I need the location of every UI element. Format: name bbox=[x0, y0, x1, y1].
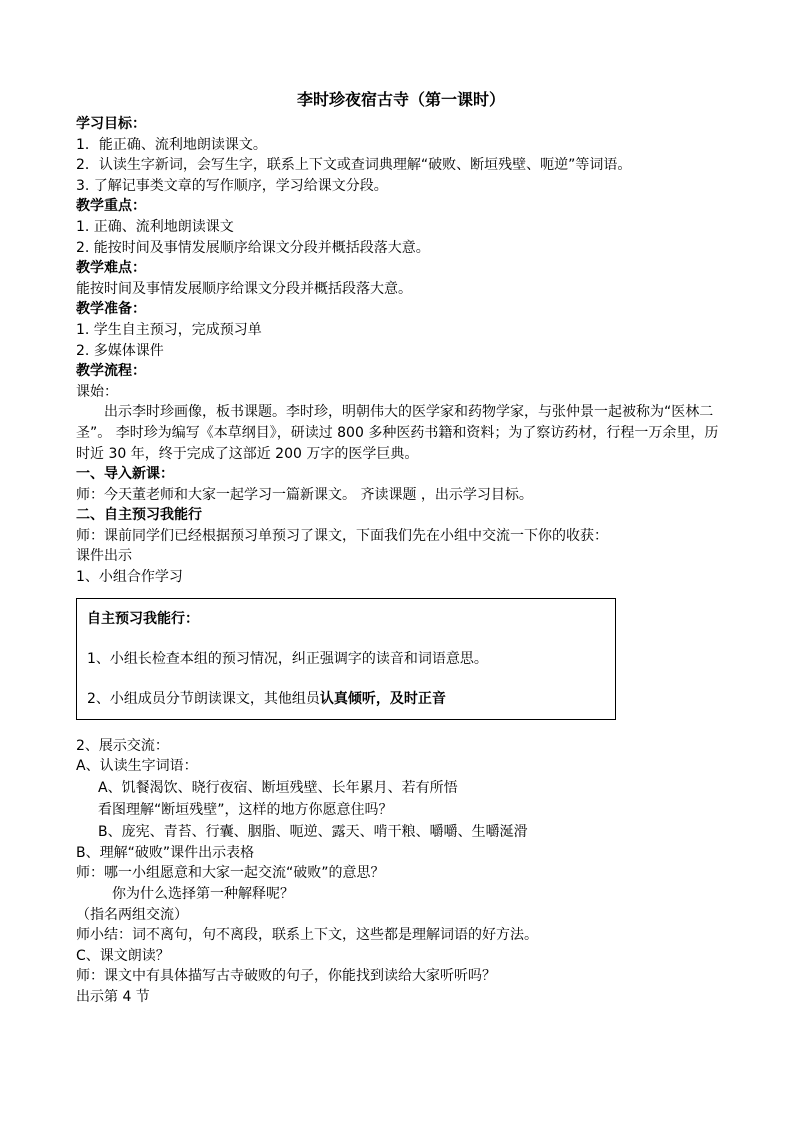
summary-text: 师小结：词不离句，句不离段，联系上下文，这些都是理解词语的好方法。 bbox=[76, 927, 538, 944]
show-section-4: 出示第 4 节 bbox=[76, 989, 150, 1005]
box-item-2-text: 2、小组成员分节朗读课文，其他组员 bbox=[87, 690, 320, 707]
a-label: A、认读生字词语： bbox=[76, 758, 198, 775]
focus-heading: 教学重点： bbox=[76, 198, 146, 215]
a-words: A、饥餐渴饮、晓行夜宿、断垣残壁、长年累月、若有所悟 bbox=[98, 779, 458, 796]
self-study-box bbox=[76, 598, 616, 720]
teacher-question-2: 你为什么选择第一种解释呢？ bbox=[112, 886, 294, 903]
difficulty-heading: 教学难点： bbox=[76, 260, 146, 277]
box-item-2 bbox=[87, 689, 603, 709]
start-paragraph: 出示李时珍画像，板书课题。李时珍，明朝伟大的医学家和药物学家，与张仲景一起被称为“医林二圣”。 李时珍为编写《本草纲目》，研读过 800 多种医药书籍和资料；为了察访药材，行程一万余里，历时近 30 年，终于完成了这部近 200 万字的医学巨典。 bbox=[76, 404, 719, 462]
box-item-1: 1、小组长检查本组的预习情况，纠正强调字的读音和词语意思。 bbox=[87, 650, 488, 667]
teacher-question-3: 师：课文中有具体描写古寺破败的句子，你能找到读给大家听听吗？ bbox=[76, 968, 496, 985]
c-label: C、课文朗读？ bbox=[76, 947, 170, 964]
goal-item: 1．能正确、流利地朗读课文。 bbox=[76, 136, 267, 153]
prep-heading: 教学准备： bbox=[76, 301, 146, 318]
exchange-label: 2、展示交流： bbox=[76, 737, 169, 754]
a-question: 看图理解“断垣残壁”，这样的地方你愿意住吗？ bbox=[98, 801, 393, 818]
document-page bbox=[76, 86, 726, 1008]
process-heading: 教学流程： bbox=[76, 363, 146, 380]
part1-heading: 一、导入新课： bbox=[76, 466, 174, 483]
document-title: 李时珍夜宿古寺（第一课时） bbox=[296, 90, 505, 109]
part2-text: 师：课前同学们已经根据预习单预习了课文，下面我们先在小组中交流一下你的收获： bbox=[76, 527, 608, 544]
start-label: 课始： bbox=[76, 383, 118, 400]
focus-item: 2. 能按时间及事情发展顺序给课文分段并概括段落大意。 bbox=[76, 239, 430, 256]
box-heading: 自主预习我能行： bbox=[87, 610, 199, 627]
group-study-label: 1、小组合作学习 bbox=[76, 569, 183, 586]
goal-item: 2．认读生字新词，会写生字，联系上下文或查词典理解“破败、断垣残壁、呃逆”等词语。 bbox=[76, 157, 632, 174]
prep-item: 1. 学生自主预习，完成预习单 bbox=[76, 321, 262, 338]
goal-item: 3. 了解记事类文章的写作顺序，学习给课文分段。 bbox=[76, 177, 388, 194]
focus-item: 1. 正确、流利地朗读课文 bbox=[76, 218, 234, 235]
b-label: B、理解“破败”课件出示表格 bbox=[76, 844, 255, 861]
box-item-2-emphasis: 认真倾听，及时正音 bbox=[319, 690, 446, 707]
b-words: B、庞宪、青苔、行囊、胭脂、呃逆、露天、啃干粮、嚼嚼、生嚼涎滑 bbox=[98, 823, 528, 840]
goals-heading: 学习目标： bbox=[76, 116, 146, 132]
part2-heading: 二、自主预习我能行 bbox=[76, 507, 202, 524]
part1-text: 师：今天董老师和大家一起学习一篇新课文。 齐读课题 ，出示学习目标。 bbox=[76, 486, 533, 503]
prep-item: 2. 多媒体课件 bbox=[76, 342, 164, 359]
teacher-question-1: 师：哪一小组愿意和大家一起交流“破败”的意思？ bbox=[76, 865, 385, 882]
courseware-label: 课件出示 bbox=[76, 548, 132, 565]
note-text: （指名两组交流） bbox=[76, 906, 188, 923]
difficulty-text: 能按时间及事情发展顺序给课文分段并概括段落大意。 bbox=[76, 280, 412, 297]
